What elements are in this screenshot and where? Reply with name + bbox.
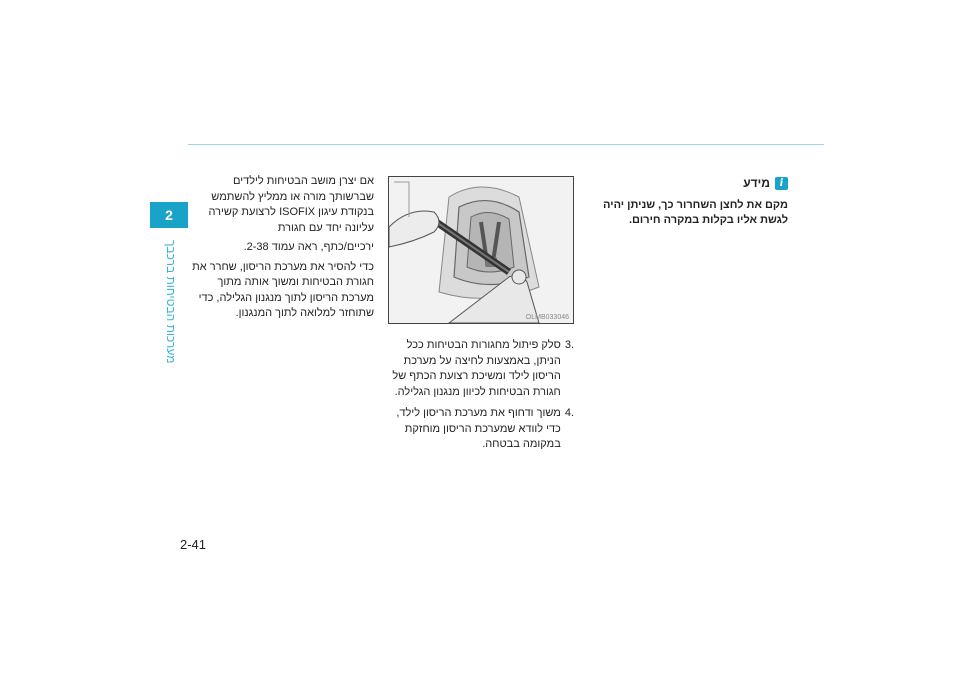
info-header <box>588 176 788 192</box>
child-seat-illustration <box>388 176 574 324</box>
step-number: .3 <box>564 339 574 351</box>
step-item <box>388 338 574 400</box>
info-box <box>588 176 788 228</box>
chapter-number: 2 <box>165 207 173 223</box>
step-number: .4 <box>564 407 574 419</box>
info-icon: i <box>775 177 788 190</box>
middle-text-column <box>388 338 574 459</box>
paragraph: כדי להסיר את מערכת הריסון, שחרר את חגורת הבטיחות ומשוך אותה מתוך מערכת הריסון לתוך מנגנון הגלילה, כדי שתוחזר למלואה לתוך המנגנון. <box>192 260 374 319</box>
step-text: סלק פיתול מחגורות הבטיחות ככל הניתן, באמצעות לחיצה על מערכת הריסון לילד ומשיכת רצועת הכתף של חגורת הבטיחות לכיוון מנגנון הגלילה. <box>392 339 561 398</box>
paragraph: ירכיים/כתף, ראה עמוד 2-38. <box>243 241 374 253</box>
figure-code: OLMB033046 <box>525 314 569 321</box>
page-number: 2-41 <box>180 537 207 552</box>
left-text-column <box>188 174 374 326</box>
chapter-side-title: מערכות הבטיחות ברכבך <box>164 240 178 364</box>
child-seat-drawing <box>389 177 573 323</box>
info-text: מקם את לחצן השחרור כך, שניתן יהיה לגשת אליו בקלות במקרה חירום. <box>603 198 788 226</box>
step-text: משוך ודחוף את מערכת הריסון לילד, כדי לוודא שמערכת הריסון מוחזקת במקומה בבטחה. <box>396 407 561 450</box>
top-rule <box>188 144 824 145</box>
info-title: מידע <box>743 176 770 190</box>
step-item <box>388 406 574 453</box>
paragraph: אם יצרן מושב הבטיחות לילדים שברשותך מורה או ממליץ להשתמש בנקודת עיגון ISOFIX לרצועת קשירה עליונה יחד עם חגורת <box>208 175 374 234</box>
chapter-tab <box>150 202 188 228</box>
